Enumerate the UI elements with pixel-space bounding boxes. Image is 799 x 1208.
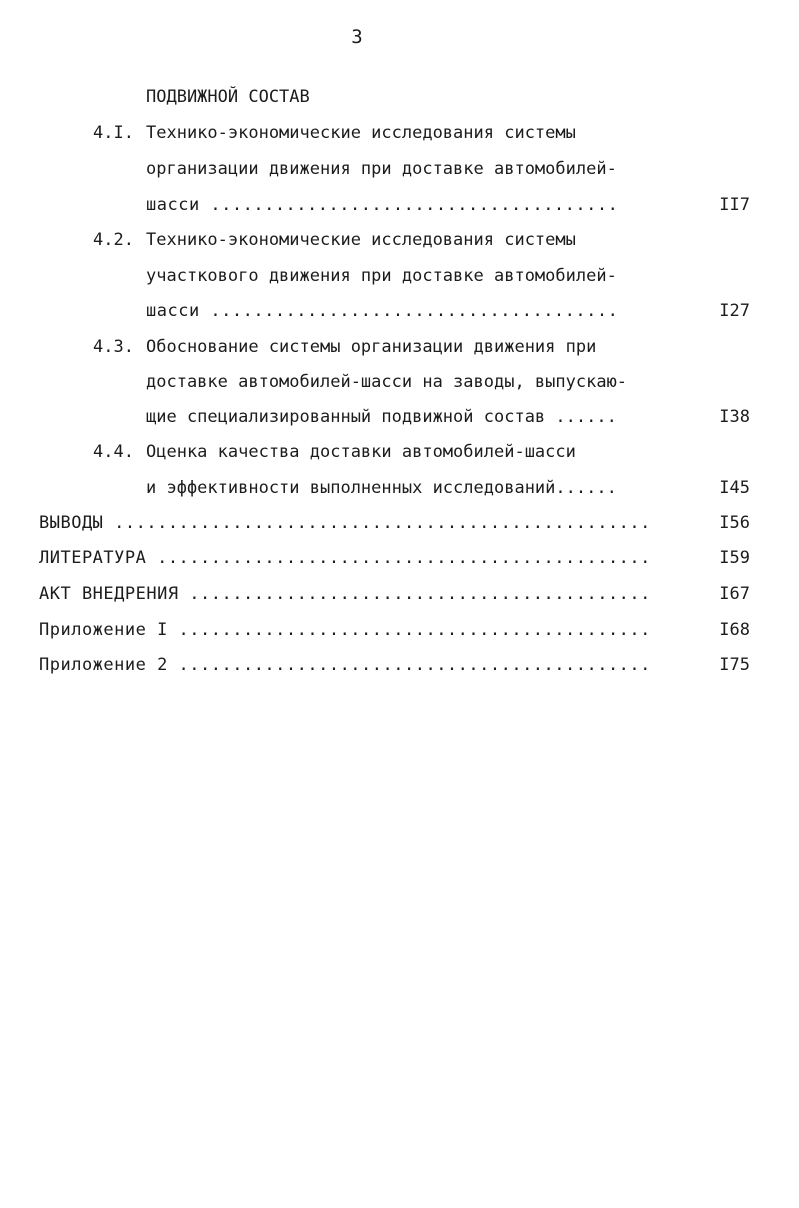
- toc-page-number: I59: [719, 548, 750, 568]
- toc-section-line: доставке автомобилей-шасси на заводы, выпускаю-: [146, 372, 628, 392]
- toc-section-line: Технико-экономические исследования системы: [146, 123, 576, 143]
- toc-section-line: и эффективности выполненных исследований......: [146, 478, 617, 498]
- toc-entry-label: АКТ ВНЕДРЕНИЯ ...........................................: [39, 584, 651, 604]
- toc-page-number: I68: [719, 620, 750, 640]
- toc-section-number: 4.4.: [93, 442, 134, 462]
- toc-section-line: участкового движения при доставке автомобилей-: [146, 266, 617, 286]
- toc-heading-continued: ПОДВИЖНОЙ СОСТАВ: [146, 87, 310, 107]
- toc-entry-label: Приложение 2 ............................................: [39, 655, 651, 675]
- page-number: 3: [351, 26, 363, 48]
- toc-page-number: I27: [719, 301, 750, 321]
- toc-section-line: шасси ......................................: [146, 301, 619, 321]
- toc-section-line: Технико-экономические исследования системы: [146, 230, 576, 250]
- toc-entry-label: ЛИТЕРАТУРА ..............................................: [39, 548, 651, 568]
- toc-section-number: 4.2.: [93, 230, 134, 250]
- toc-entry-label: Приложение I ............................................: [39, 620, 651, 640]
- toc-entry-label: ВЫВОДЫ ..................................................: [39, 513, 651, 533]
- toc-page-number: I75: [719, 655, 750, 675]
- toc-section-line: Обоснование системы организации движения при: [146, 337, 597, 357]
- toc-section-number: 4.I.: [93, 123, 134, 143]
- toc-section-line: шасси ......................................: [146, 195, 619, 215]
- toc-section-line: Оценка качества доставки автомобилей-шасси: [146, 442, 576, 462]
- toc-section-line: организации движения при доставке автомобилей-: [146, 159, 617, 179]
- toc-section-number: 4.3.: [93, 337, 134, 357]
- toc-page-number: I45: [719, 478, 750, 498]
- toc-page-number: II7: [719, 195, 750, 215]
- toc-section-line: щие специализированный подвижной состав ......: [146, 407, 617, 427]
- toc-page-number: I38: [719, 407, 750, 427]
- toc-page-number: I56: [719, 513, 750, 533]
- toc-page-number: I67: [719, 584, 750, 604]
